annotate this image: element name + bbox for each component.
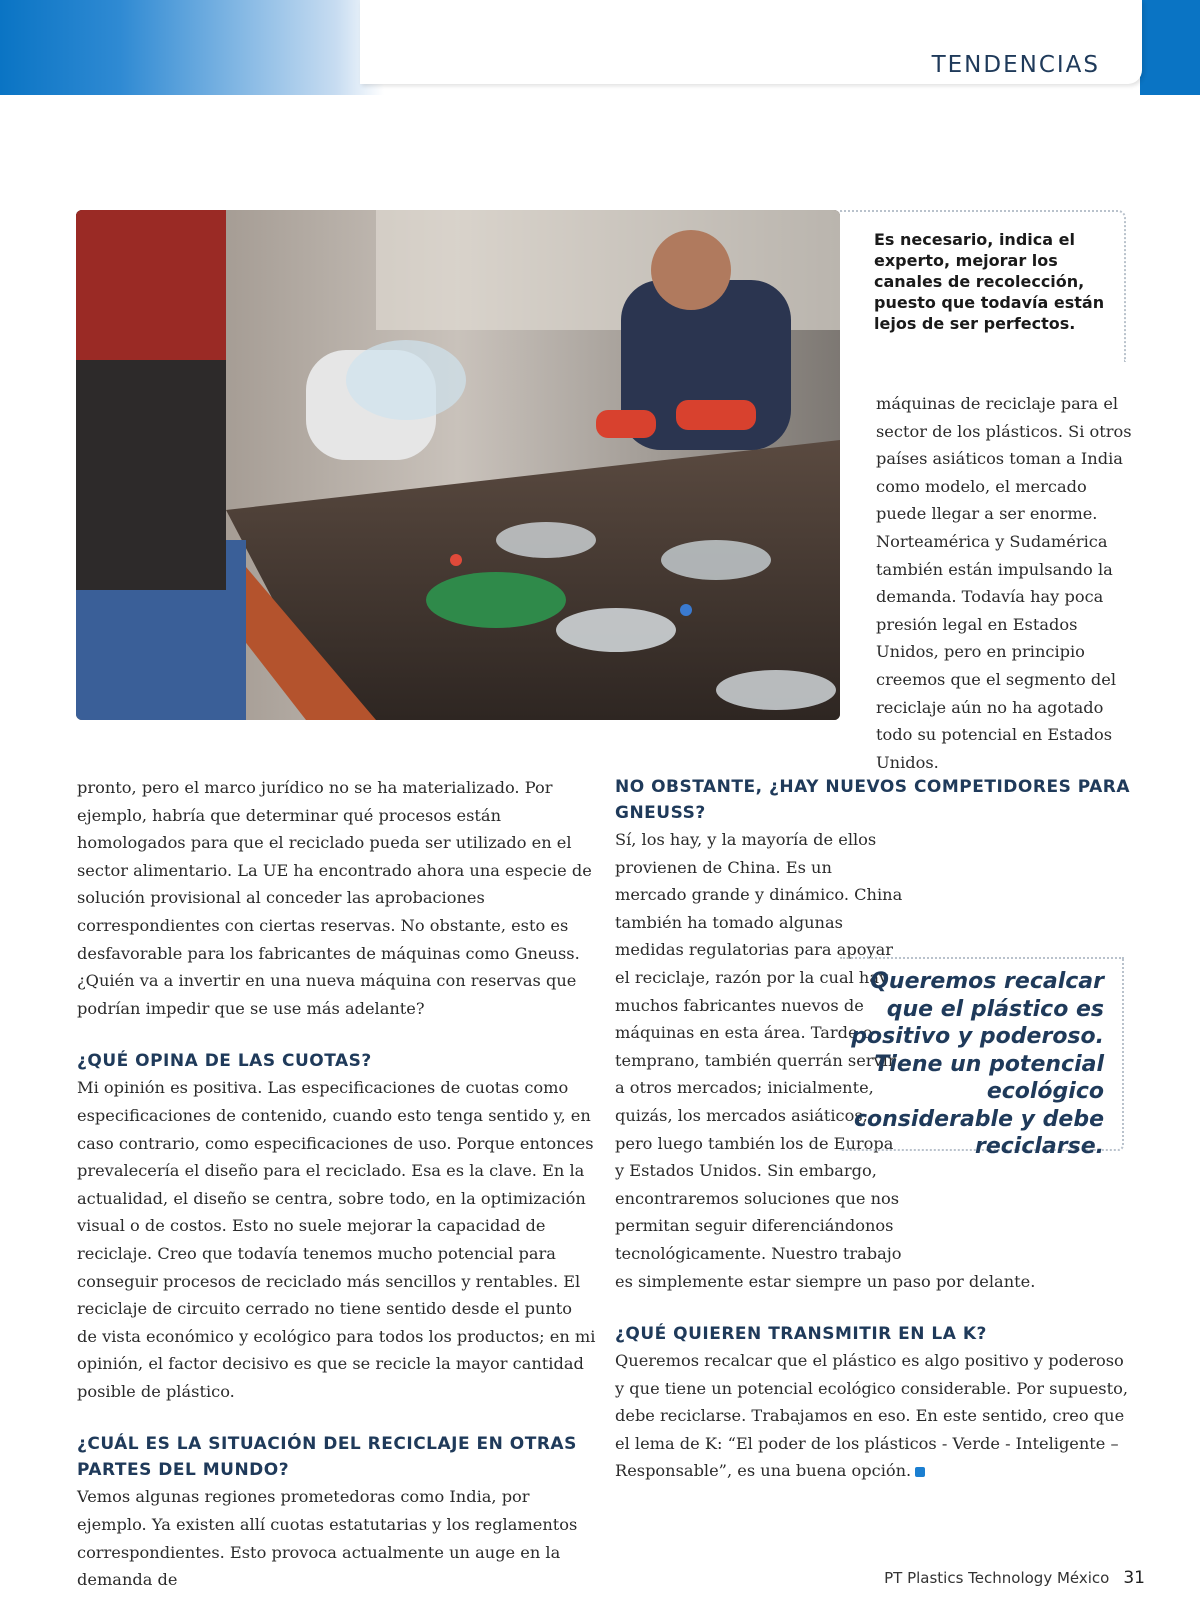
heading-transmitir: ¿QUÉ QUIEREN TRANSMITIR EN LA K? <box>615 1324 987 1345</box>
heading-otras-partes: ¿CUÁL ES LA SITUACIÓN DEL RECICLAJE EN OTRAS PARTES DEL MUNDO? <box>77 1434 577 1481</box>
right-paragraph-1-text: Sí, los hay, y la mayoría de ellos provienen de China. Es un mercado grande y dinámico. China también ha tomado algunas medidas regulatorias para apoyar el reciclaje, razón por la cual hay muchos fabricantes nuevos de máquinas en esta área. Tarde o temprano, también querrán servir a otros mercados; inicialmente, quizás, los mercados asiáticos, pero luego también los de Europa y Estados Unidos. Sin embargo, encontraremos soluciones que nos permitan seguir diferenciándonos tecnológicamente. Nuestro trabajo es simplemente estar siempre un paso por delante. <box>615 830 1036 1291</box>
heading-cuotas: ¿QUÉ OPINA DE LAS CUOTAS? <box>77 1051 372 1072</box>
page-number: 31 <box>1123 1568 1145 1588</box>
footer-publication: PT Plastics Technology México <box>884 1569 1110 1587</box>
right-paragraph-2-text: Queremos recalcar que el plástico es algo positivo y poderoso y que tiene un potencial ecológico considerable. Por supuesto, debe reciclarse. Trabajamos en eso. En este sentido, creo que el lema de K: “El poder de los plásticos - Verde - Inteligente – Responsable”, es una buena opción. <box>615 1351 1128 1481</box>
right-paragraph-2 <box>615 1347 1135 1485</box>
pull-quote: Queremos recalcar que el plástico es positivo y poderoso. Tiene un potencial ecológico considerable y debe reciclarse. <box>851 969 1104 1159</box>
left-paragraph-3: Vemos algunas regiones prometedoras como India, por ejemplo. Ya existen allí cuotas estatutarias y los reglamentos correspondientes. Esto provoca actualmente un auge en la demanda de <box>77 1487 578 1590</box>
section-title: TENDENCIAS <box>931 52 1100 78</box>
callout-text: Es necesario, indica el experto, mejorar los canales de recolección, puesto que todavía están lejos de ser perfectos. <box>874 230 1105 333</box>
left-paragraph-1: pronto, pero el marco jurídico no se ha materializado. Por ejemplo, habría que determinar qué procesos están homologados para que el reciclado pueda ser utilizado en el sector alimentario. La UE ha encontrado ahora una especie de solución provisional al conceder las aprobaciones correspondientes con ciertas reservas. No obstante, esto es desfavorable para los fabricantes de máquinas como Gneuss. ¿Quién va a invertir en una nueva máquina con reservas que podrían impedir que se use más adelante? <box>77 778 592 1018</box>
left-paragraph-2: Mi opinión es positiva. Las especificaciones de cuotas como especificaciones de contenido, cuando esto tenga sentido y, en caso contrario, como especificaciones de uso. Porque entonces prevalecería el diseño para el reciclado. Esa es la clave. En la actualidad, el diseño se centra, sobre todo, en la optimización visual o de costos. Esto no suele mejorar la capacidad de reciclaje. Creo que todavía tenemos mucho potencial para conseguir procesos de reciclado más sencillos y rentables. El reciclaje de circuito cerrado no tiene sentido desde el punto de vista económico y ecológico para todos los productos; en mi opinión, el factor decisivo es que se recicle la mayor cantidad posible de plástico. <box>77 1078 596 1401</box>
recycling-photo-illustration <box>76 210 840 720</box>
right-top-paragraph: máquinas de reciclaje para el sector de los plásticos. Si otros países asiáticos toman a India como modelo, el mercado puede llegar a ser enorme. Norteamérica y Sudamérica también están impulsando la demanda. Todavía hay poca presión legal en Estados Unidos, pero en principio creemos que el segmento del reciclaje aún no ha agotado todo su potencial en Estados Unidos. <box>876 394 1132 772</box>
footer <box>884 1568 1145 1588</box>
left-column <box>77 774 597 1594</box>
heading-competidores: NO OBSTANTE, ¿HAY NUEVOS COMPETIDORES PARA GNEUSS? <box>615 777 1131 823</box>
header-right-block <box>1140 0 1200 95</box>
recycling-photo <box>76 210 840 720</box>
end-mark-icon <box>915 1467 925 1477</box>
